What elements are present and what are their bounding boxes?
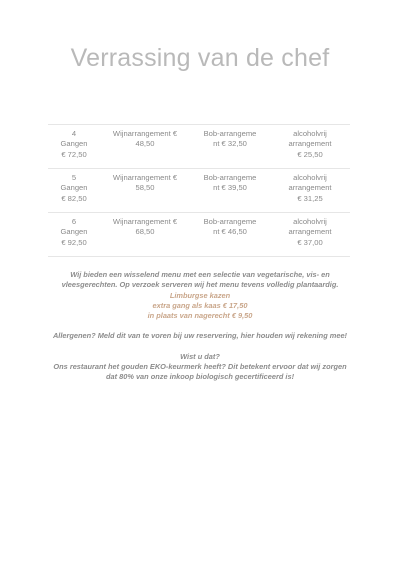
alcoholfree-label-2: arrangement [288, 183, 332, 193]
intro-text-line-1: Wij bieden een wisselend menu met een selectie van vegetarische, vis- en [70, 270, 330, 279]
course-label: Gangen [60, 139, 88, 149]
spacer [40, 321, 360, 331]
courses-cell [48, 169, 100, 213]
wine-cell [100, 213, 190, 257]
allergens-note: Allergenen? Meld dit van te voren bij uw reservering, hier houden wij rekening mee! [52, 331, 348, 341]
course-count: 6 [71, 217, 77, 226]
wine-price: 68,50 [135, 227, 155, 237]
course-price: € 92,50 [61, 237, 87, 247]
course-count: 4 [71, 129, 77, 138]
alcoholfree-cell [270, 213, 350, 257]
course-label: Gangen [60, 183, 88, 193]
wine-label: Wijnarrangement € [112, 173, 178, 182]
bob-cell [190, 213, 270, 257]
eko-text-line-1: Ons restaurant het gouden EKO-keurmerk heeft? Dit betekent ervoor dat wij zorgen [53, 362, 347, 372]
wine-price: 48,50 [135, 139, 155, 149]
bob-cell [190, 125, 270, 169]
alcoholfree-price: € 37,00 [297, 237, 323, 247]
menu-info-block [40, 270, 360, 383]
cheese-title: Limburgse kazen [169, 290, 231, 300]
wine-label: Wijnarrangement € [112, 217, 178, 226]
eko-text-line-2: dat 80% van onze inkoop biologisch gecertificeerd is! [105, 372, 295, 382]
bob-price: nt € 46,50 [213, 227, 247, 237]
cheese-extra-price: extra gang als kaas € 17,50 [152, 300, 248, 310]
alcoholfree-cell [270, 125, 350, 169]
table-row [48, 213, 350, 257]
bob-label: Bob-arrangeme [203, 129, 257, 138]
page-title: Verrassing van de chef [70, 44, 330, 72]
spacer [40, 342, 360, 352]
alcoholfree-label: alcoholvrij [293, 129, 327, 138]
wine-cell [100, 169, 190, 213]
bob-label: Bob-arrangeme [203, 173, 257, 182]
wine-cell [100, 125, 190, 169]
menu-price-table [48, 124, 350, 257]
alcoholfree-price: € 25,50 [297, 149, 323, 159]
intro-text-line-2: vleesgerechten. Op verzoek serveren wij het menu tevens volledig plantaardig. [61, 280, 339, 290]
alcoholfree-label-2: arrangement [288, 139, 332, 149]
wine-label: Wijnarrangement € [112, 129, 178, 138]
alcoholfree-label-2: arrangement [288, 227, 332, 237]
table-row [48, 125, 350, 169]
alcoholfree-cell [270, 169, 350, 213]
bob-cell [190, 169, 270, 213]
bob-price: nt € 39,50 [213, 183, 247, 193]
courses-cell [48, 213, 100, 257]
course-price: € 72,50 [61, 149, 87, 159]
course-count: 5 [71, 173, 77, 182]
bob-label: Bob-arrangeme [203, 217, 257, 226]
cheese-instead-price: in plaats van nagerecht € 9,50 [147, 311, 253, 321]
courses-cell [48, 125, 100, 169]
alcoholfree-label: alcoholvrij [293, 217, 327, 226]
alcoholfree-label: alcoholvrij [293, 173, 327, 182]
table-row [48, 169, 350, 213]
bob-price: nt € 32,50 [213, 139, 247, 149]
course-price: € 82,50 [61, 193, 87, 203]
wine-price: 58,50 [135, 183, 155, 193]
did-you-know-heading: Wist u dat? [180, 351, 220, 361]
alcoholfree-price: € 31,25 [297, 193, 323, 203]
course-label: Gangen [60, 227, 88, 237]
